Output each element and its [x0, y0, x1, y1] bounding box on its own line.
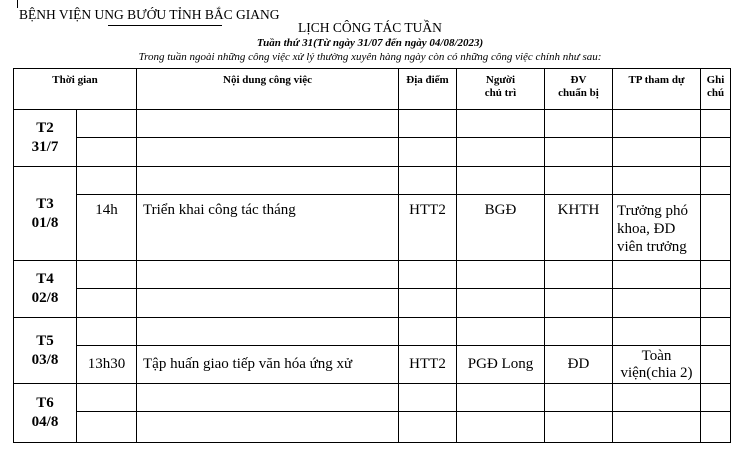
event-content: Tập huấn giao tiếp văn hóa ứng xử	[137, 346, 399, 384]
day-date: 31/7	[31, 139, 59, 155]
col-header-place: Địa điểm	[399, 69, 457, 110]
table-row	[14, 384, 731, 412]
col-header-time: Thời gian	[14, 69, 137, 110]
table-row	[14, 289, 731, 318]
day-label: T2	[36, 120, 54, 136]
day-date: 01/8	[31, 214, 59, 231]
event-host: BGĐ	[457, 195, 545, 261]
col-header-notes	[701, 69, 731, 110]
event-prep: ĐD	[545, 346, 613, 384]
table-row	[14, 167, 731, 195]
event-attendees: Toàn viện(chia 2)	[613, 346, 701, 384]
schedule-title: LỊCH CÔNG TÁC TUẦN	[298, 20, 442, 35]
table-row	[14, 261, 731, 289]
col-header-prep-line2: chuẩn bị	[558, 87, 599, 99]
day-label: T4	[36, 271, 54, 287]
day-cell-t3	[14, 167, 77, 261]
table-row	[14, 412, 731, 443]
table-row	[14, 195, 731, 261]
event-prep: KHTH	[545, 195, 613, 261]
text-cursor	[17, 0, 18, 8]
table-header-row	[14, 69, 731, 110]
col-header-host	[457, 69, 545, 110]
col-header-host-line1: Người	[485, 74, 516, 86]
day-label: T3	[36, 195, 54, 212]
day-label: T5	[36, 332, 54, 349]
col-header-attendees: TP tham dự	[613, 69, 701, 110]
col-header-prep	[545, 69, 613, 110]
day-label: T6	[36, 395, 54, 411]
day-cell-t5	[14, 318, 77, 384]
table-row	[14, 318, 731, 346]
table-row	[14, 346, 731, 384]
col-header-content: Nội dung công việc	[137, 69, 399, 110]
week-range: Tuần thứ 31(Từ ngày 31/07 đến ngày 04/08/2023)	[256, 37, 484, 49]
day-date: 02/8	[31, 290, 59, 306]
hospital-name: BỆNH VIỆN UNG BƯỚU TỈNH BẮC GIANG	[19, 7, 280, 22]
hospital-underline	[108, 25, 222, 26]
col-header-notes-line1: Ghi	[706, 74, 725, 86]
schedule-table	[13, 68, 731, 443]
day-cell-t2	[14, 110, 77, 167]
event-time: 13h30	[77, 346, 137, 384]
day-date: 04/8	[31, 414, 59, 430]
event-host: PGĐ Long	[457, 346, 545, 384]
day-date: 03/8	[31, 351, 59, 368]
schedule-note: Trong tuần ngoài những công việc xử lý thường xuyên hàng ngày còn có những công việc chính như sau:	[138, 51, 602, 63]
table-row	[14, 138, 731, 167]
event-attendees: Trưởng phó khoa, ĐD viên trưởng	[613, 195, 701, 261]
col-header-notes-line2: chú	[706, 87, 725, 99]
event-place: HTT2	[399, 346, 457, 384]
event-notes	[701, 195, 731, 261]
event-place: HTT2	[399, 195, 457, 261]
day-cell-t6	[14, 384, 77, 443]
event-time: 14h	[77, 195, 137, 261]
event-content: Triển khai công tác tháng	[137, 195, 399, 261]
col-header-prep-line1: ĐV	[570, 74, 587, 86]
table-row	[14, 110, 731, 138]
col-header-host-line2: chủ trì	[484, 87, 517, 99]
day-cell-t4	[14, 261, 77, 318]
event-notes	[701, 346, 731, 384]
